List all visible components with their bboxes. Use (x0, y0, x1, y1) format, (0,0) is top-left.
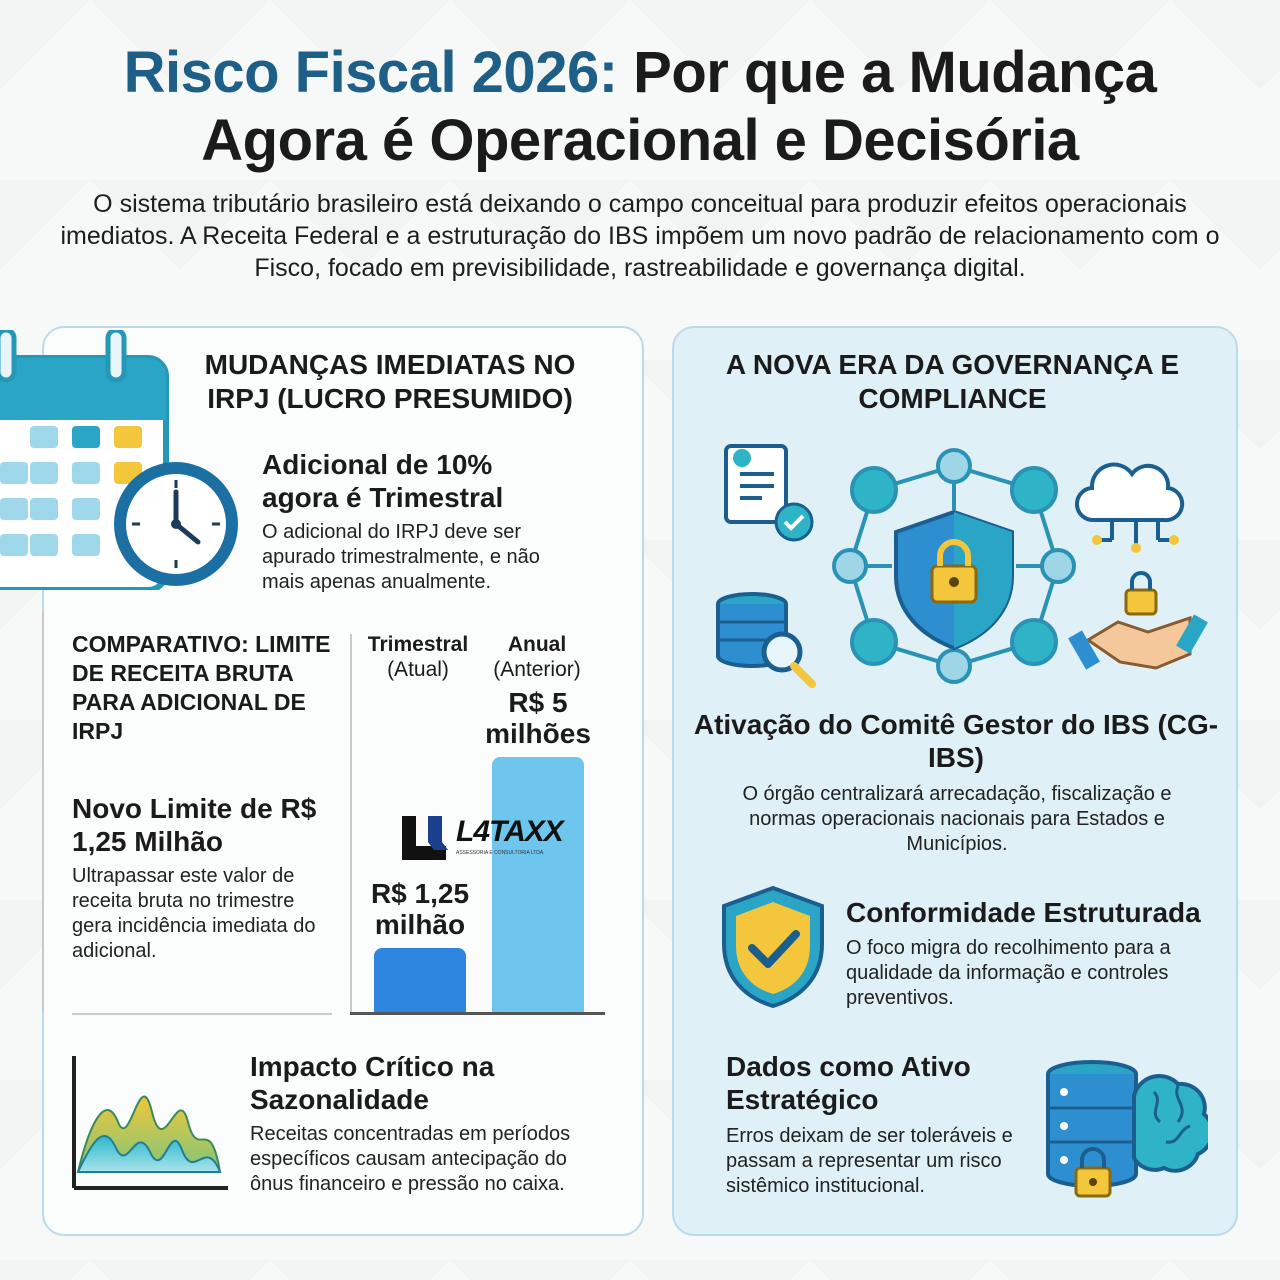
intro-paragraph: O sistema tributário brasileiro está deixando o campo conceitual para produzir efeitos operacionais imediatos. A Receita Federal e a estruturação do IBS impõem um novo padrão de relacionamento com o Fisco, focado em previsibilidade, rastreabilidade e governança digital. (60, 190, 1220, 282)
chart-category-sub: (Atual) (387, 658, 449, 681)
novo-limite-text: Ultrapassar este valor de receita bruta no trimestre gera incidência imediata do adicional. (72, 865, 316, 962)
comite-text: O órgão centralizará arrecadação, fiscalização e normas operacionais nacionais para Estados e Municípios. (742, 783, 1172, 855)
logo-mark (400, 816, 450, 862)
chart-category-label: Anual (507, 633, 567, 656)
impacto-text: Receitas concentradas em períodos específicos causam antecipação do ônus financeiro e pressão no caixa. (250, 1123, 571, 1195)
impacto-title: Impacto Crítico na Sazonalidade (250, 1051, 495, 1115)
right-heading: A NOVA ERA DA GOVERNANÇA E COMPLIANCE (725, 349, 1180, 414)
logo-tagline: ASSESSORIA E CONSULTORIA LTDA. (456, 850, 545, 856)
left-heading: MUDANÇAS IMEDIATAS NO IRPJ (LUCRO PRESUMIDO) (204, 349, 576, 414)
adicional-text: O adicional do IRPJ deve ser apurado trimestralmente, e não mais apenas anualmente. (262, 521, 540, 593)
page-title (0, 40, 1280, 106)
conformidade-text: O foco migra do recolhimento para a qualidade da informação e controles preventivos. (846, 937, 1171, 1009)
logo-name: L4TAXX (456, 815, 563, 848)
seasonality-chart-icon (70, 1052, 230, 1192)
shield-check-icon (718, 884, 828, 1010)
title-rest: Por que a Mudança (617, 40, 1157, 105)
section-divider (72, 1013, 332, 1015)
left-divider (42, 612, 44, 1012)
comparativo-title: COMPARATIVO: LIMITE DE RECEITA BRUTA PARA ADICIONAL DE IRPJ (72, 631, 331, 744)
database-brain-icon (1044, 1056, 1208, 1204)
adicional-title: Adicional de 10% agora é Trimestral (262, 449, 504, 513)
chart-value-label: R$ 1,25 milhão (370, 878, 470, 940)
novo-limite-title: Novo Limite de R$ 1,25 Milhão (72, 793, 317, 857)
chart-category-sub: (Anterior) (493, 658, 581, 681)
chart-bar-trimestral (374, 948, 466, 1012)
dados-title: Dados como Ativo Estratégico (726, 1051, 971, 1115)
company-logo (400, 814, 563, 864)
chart-bar-anual (492, 757, 584, 1012)
title-highlight: Risco Fiscal 2026: (123, 40, 618, 105)
conformidade-title: Conformidade Estruturada (846, 897, 1201, 928)
page-title-line2: Agora é Operacional e Decisória (201, 108, 1079, 173)
chart-y-axis (350, 634, 352, 1014)
dados-text: Erros deixam de ser toleráveis e passam a representar um risco sistêmico institucional. (726, 1125, 1013, 1197)
governance-network-icon (712, 436, 1212, 696)
chart-value-label: R$ 5 milhões (485, 687, 591, 749)
comite-title: Ativação do Comitê Gestor do IBS (CG-IBS) (693, 709, 1219, 773)
chart-category-label: Trimestral (367, 633, 469, 656)
chart-baseline (350, 1012, 605, 1015)
